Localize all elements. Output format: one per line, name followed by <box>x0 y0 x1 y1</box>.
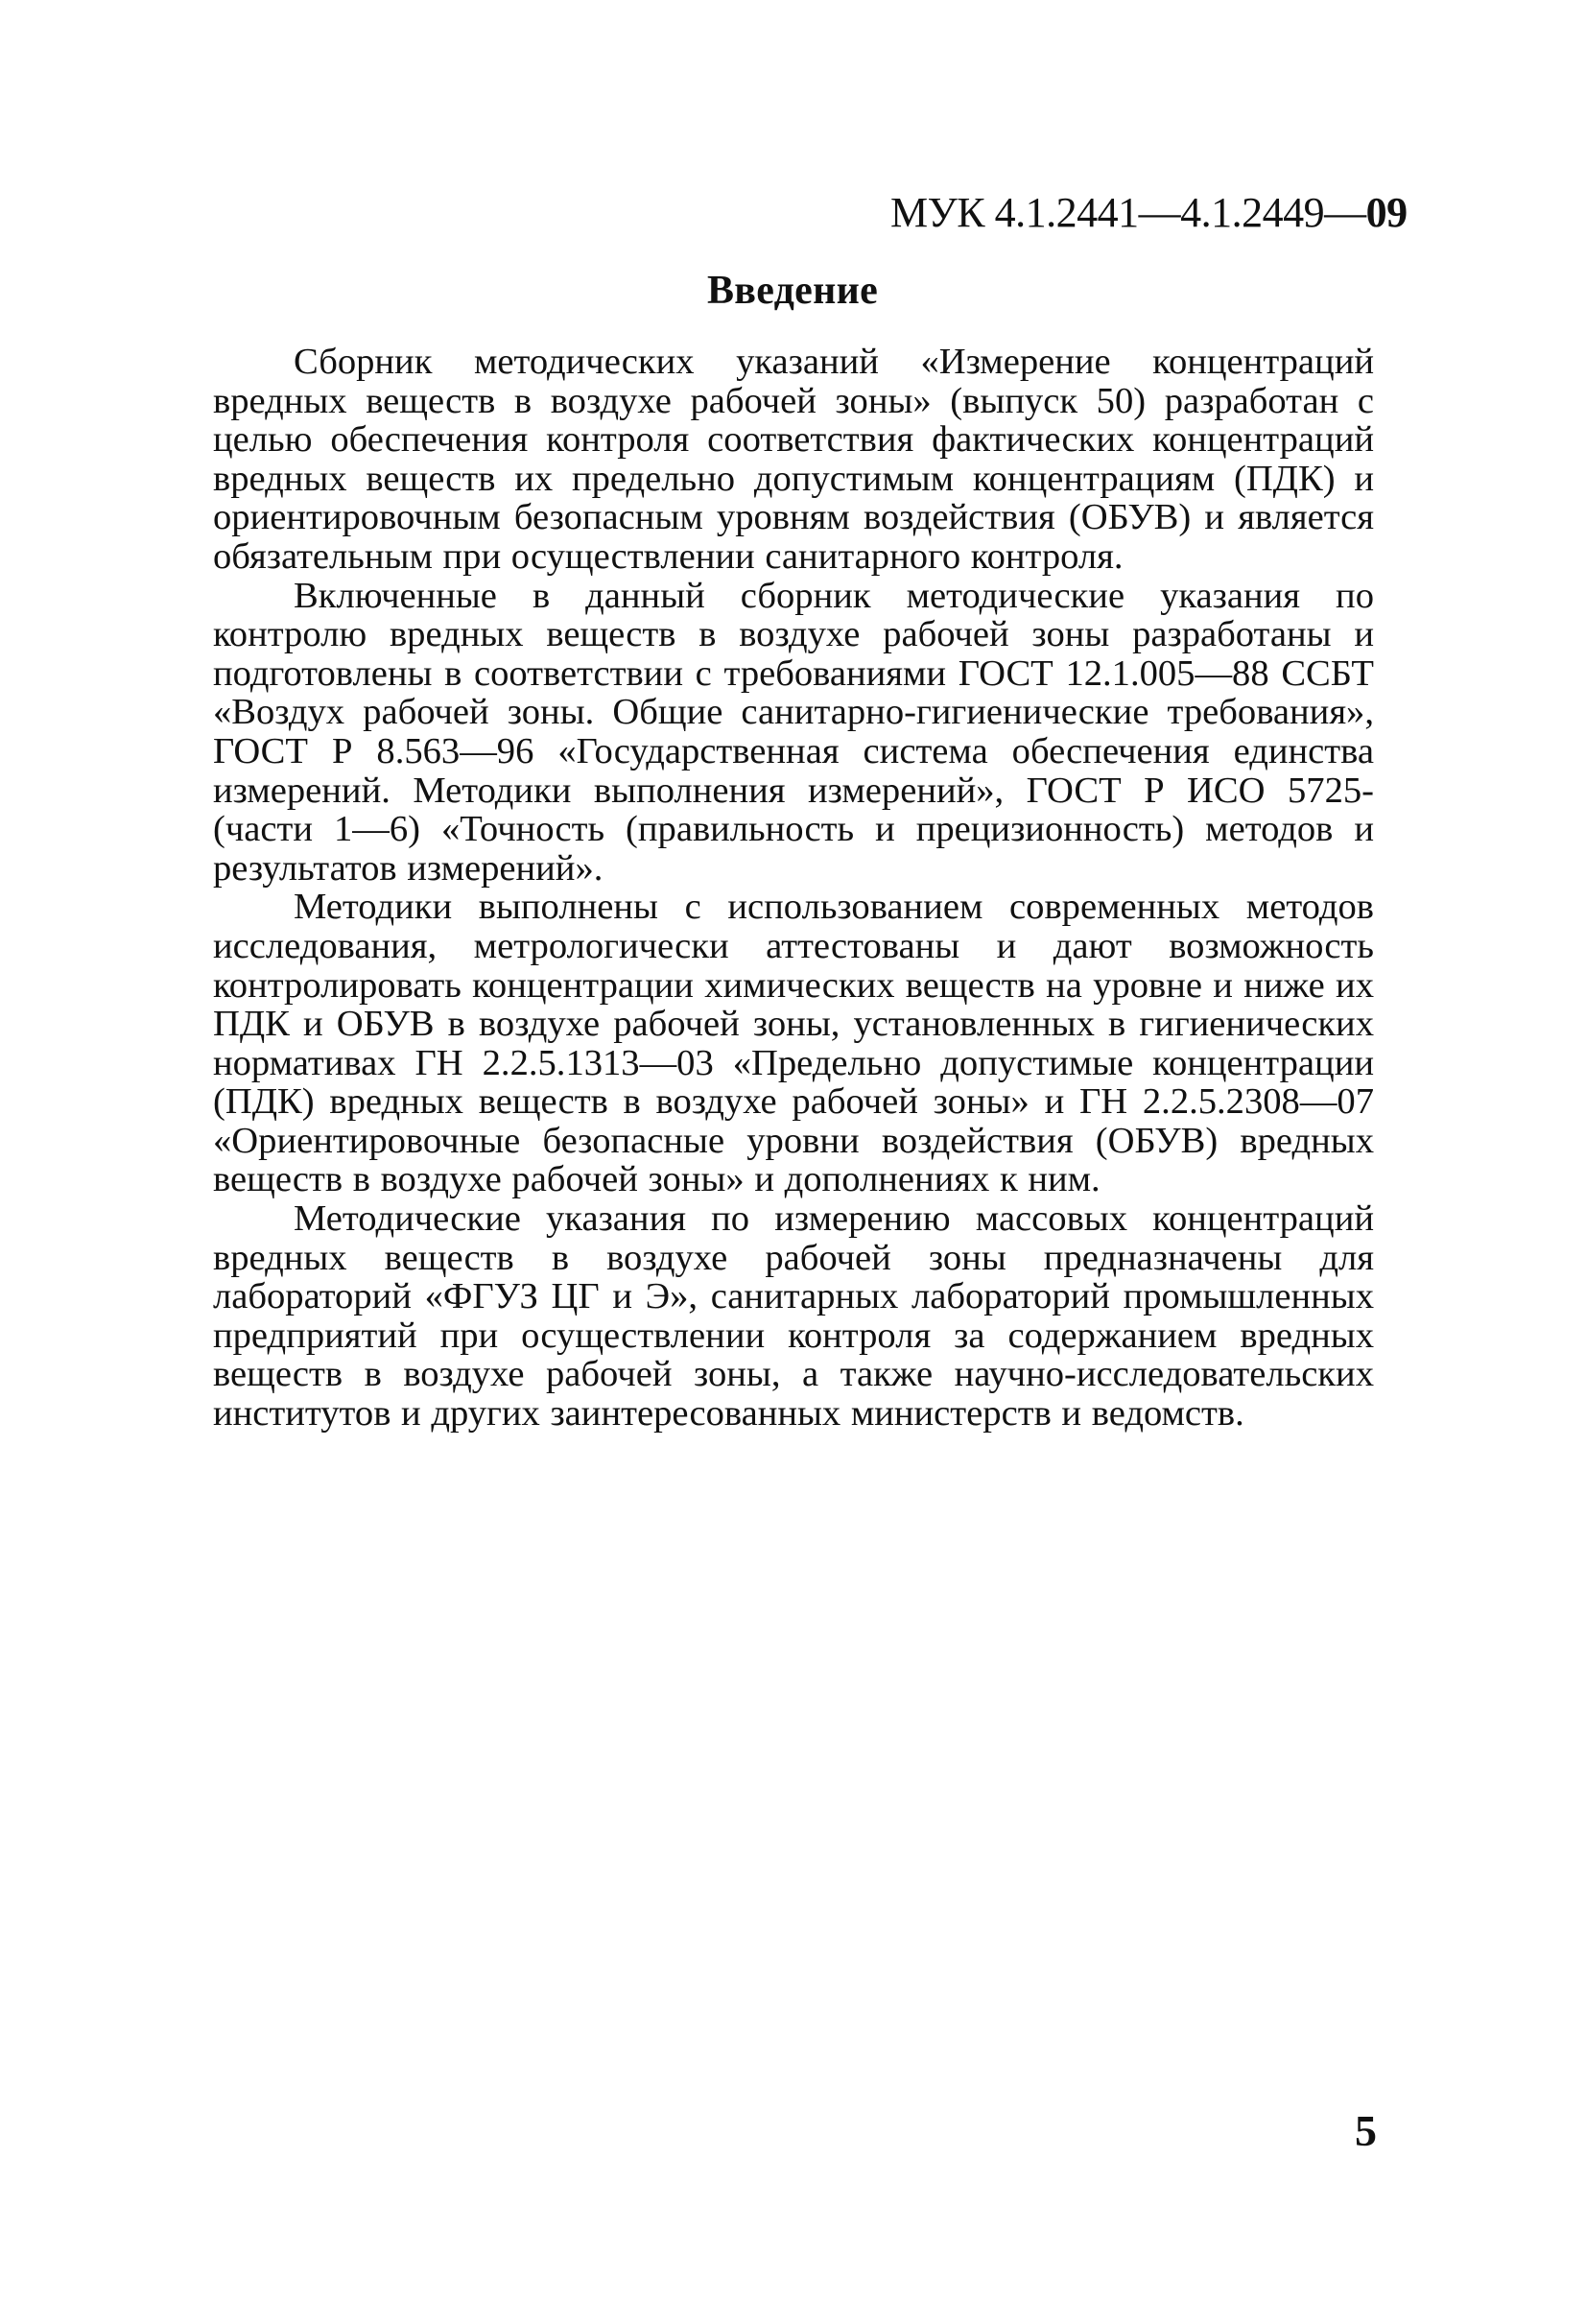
document-code <box>890 189 1408 236</box>
section-title: Введение <box>706 269 879 313</box>
document-code-prefix: МУК 4.1.2441—4.1.2449— <box>890 189 1366 236</box>
page-number: 5 <box>1355 2106 1377 2155</box>
body-text <box>213 343 1374 1434</box>
paragraph-4: Методические указания по измерению массовых концентраций вредных веществ в воздухе рабочей зоны предназначены для лабораторий «ФГУЗ ЦГ и Э», санитарных лабораторий промышленных предприятий при осуществлении контроля за содержанием вредных веществ в воздухе рабочей зоны, а также научно-исследовательских институтов и других заинтересованных министерств и ведомств. <box>213 1198 1374 1435</box>
paragraph-2: Включенные в данный сборник методические указания по контролю вредных веществ в воздухе рабочей зоны разработаны и подготовлены в соответствии с требованиями ГОСТ 12.1.005—88 ССБТ «Воздух рабочей зоны. Общие санитарно-гигиенические требования», ГОСТ Р 8.563—96 «Государственная система обеспечения единства измерений. Методики выполнения измерений», ГОСТ Р ИСО 5725-(части 1—6) «Точность (правильность и прецизионность) методов и результатов измерений». <box>213 575 1374 889</box>
document-code-year: 09 <box>1365 189 1408 236</box>
paragraph-1: Сборник методических указаний «Измерение концентраций вредных веществ в воздухе рабочей зоны» (выпуск 50) разработан с целью обеспечения контроля соответствия фактических концентраций вредных веществ их предельно допустимым концентрациям (ПДК) и ориентировочным безопасным уровням воздействия (ОБУВ) и является обязательным при осуществлении санитарного контроля. <box>213 342 1374 577</box>
paragraph-3: Методики выполнены с использованием современных методов исследования, метрологически аттестованы и дают возможность контролировать концентрации химических веществ на уровне и ниже их ПДК и ОБУВ в воздухе рабочей зоны, установленных в гигиенических нормативах ГН 2.2.5.1313—03 «Предельно допустимые концентрации (ПДК) вредных веществ в воздухе рабочей зоны» и ГН 2.2.5.2308—07 «Ориентировочные безопасные уровни воздействия (ОБУВ) вредных веществ в воздухе рабочей зоны» и дополнениях к ним. <box>213 887 1374 1200</box>
